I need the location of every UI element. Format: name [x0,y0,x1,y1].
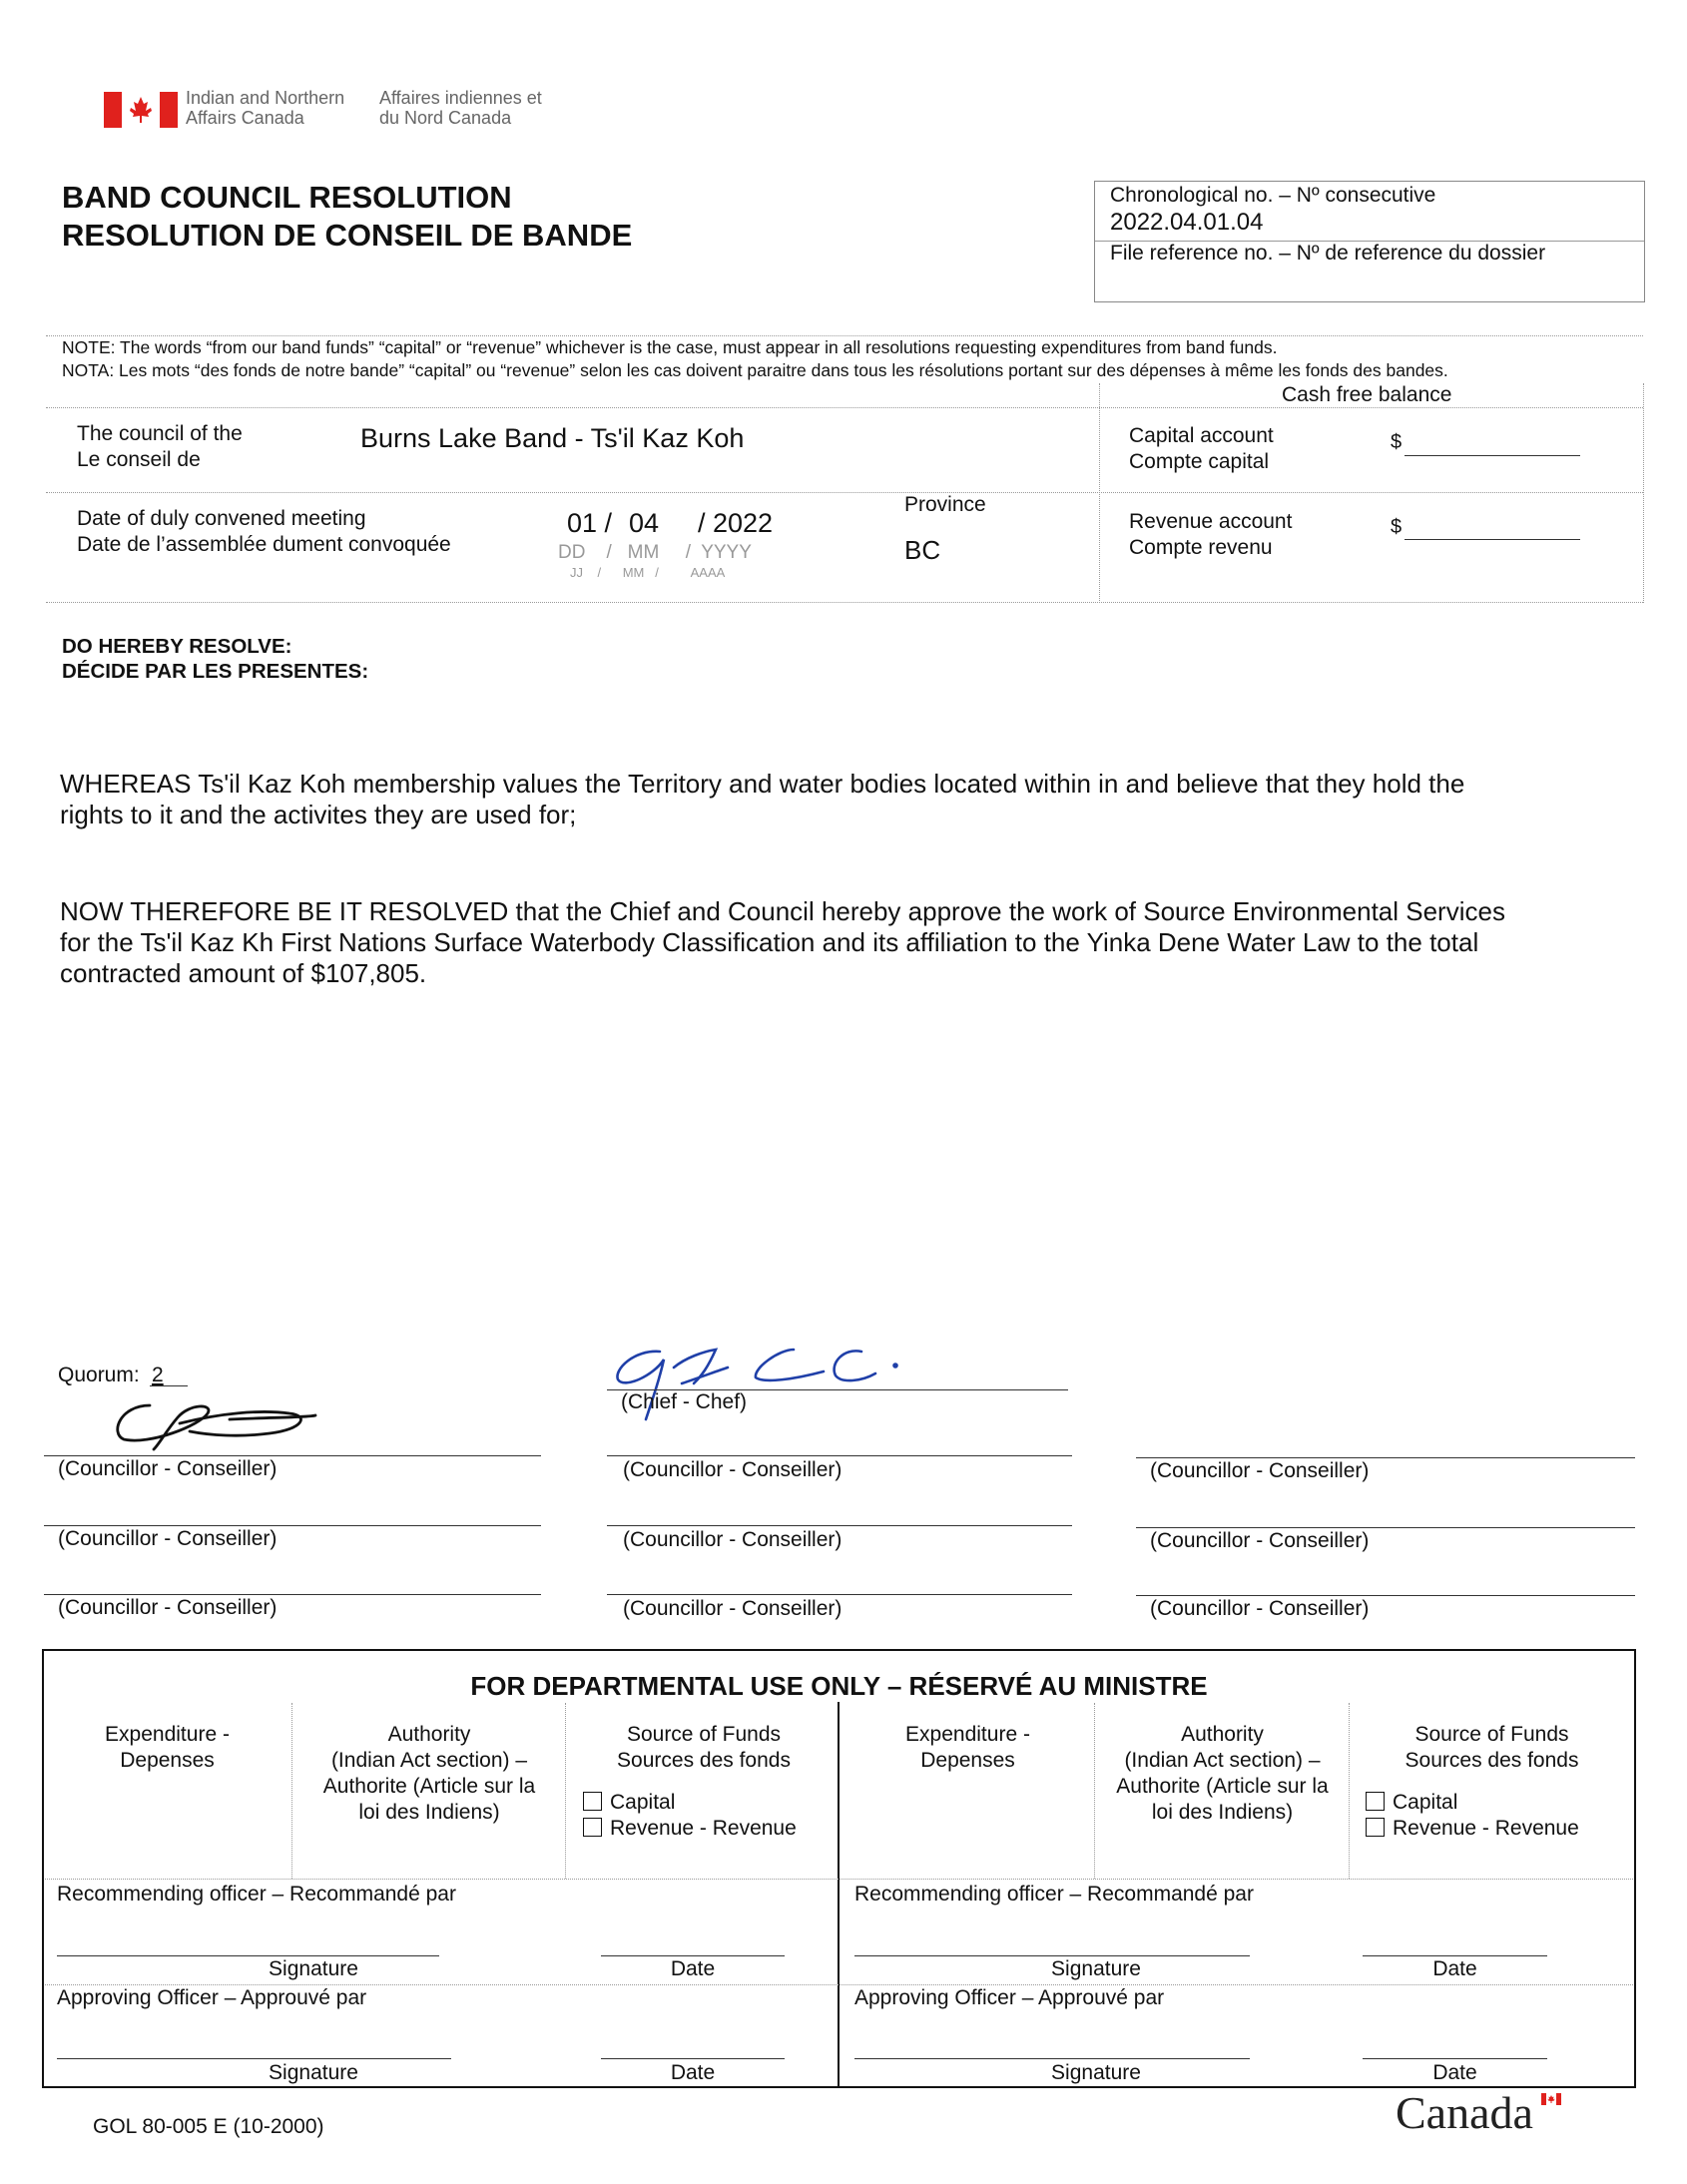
government-flag-logo [104,92,178,128]
resolve-heading-fr: DÉCIDE PAR LES PRESENTES: [62,660,369,683]
date-caption: Date [670,2061,716,2084]
resolve-heading-en: DO HEREBY RESOLVE: [62,635,292,658]
revenue-dollar-sign: $ [1391,516,1403,538]
authority-heading-1: Authority [387,1723,471,1746]
authority-heading-3: Authorite (Article sur la [322,1775,536,1798]
province-value: BC [904,535,941,565]
meeting-month: 04 [629,508,660,538]
authority-heading-4: loi des Indiens) [358,1801,500,1824]
capital-dollar-sign: $ [1391,431,1403,453]
authority-heading-2: (Indian Act section) – [1124,1749,1321,1772]
recommending-date-field[interactable] [601,1955,785,1956]
capital-checkbox[interactable] [583,1792,602,1811]
file-reference-label: File reference no. – Nº de reference du dossier [1110,242,1546,265]
revenue-checkbox-option[interactable] [583,1817,797,1841]
whereas-line-1: WHEREAS Ts'il Kaz Koh membership values the Territory and water bodies located within in and believe that they hold the [60,769,1465,799]
councillor-signature-label: (Councillor - Conseiller) [1150,1459,1370,1482]
councillor-signature-label: (Councillor - Conseiller) [623,1597,843,1620]
meeting-day: 01 / [567,508,613,538]
meeting-label-en: Date of duly convened meeting [77,507,366,530]
councillor-signature-label: (Councillor - Conseiller) [623,1458,843,1481]
dept-name-fr-2: du Nord Canada [379,108,512,128]
capital-account-label-en: Capital account [1129,424,1274,447]
quorum-label: Quorum: [58,1364,140,1386]
revenue-account-label-en: Revenue account [1129,510,1293,533]
form-title-en: BAND COUNCIL RESOLUTION [62,180,512,215]
cash-balance-heading: Cash free balance [1282,383,1452,406]
note-en: NOTE: The words “from our band funds” “capital” or “revenue” whichever is the case, must appear in all resolutions requesting expenditures from band funds. [62,337,1278,357]
approving-signature-field[interactable] [57,2058,451,2059]
capital-account-label-fr: Compte capital [1129,450,1270,473]
meeting-year: / 2022 [698,508,774,538]
expenditure-heading-fr: Depenses [120,1749,215,1772]
councillor-signature-label: (Councillor - Conseiller) [58,1596,278,1619]
council-label-fr: Le conseil de [77,448,201,471]
date-format-en: DD / MM / YYYY [558,542,752,563]
revenue-account-label-fr: Compte revenu [1129,536,1273,559]
revenue-amount-field[interactable] [1405,539,1580,540]
source-heading-fr: Sources des fonds [617,1749,791,1772]
councillor-signature-label: (Councillor - Conseiller) [1150,1529,1370,1552]
approving-date-field[interactable] [1363,2058,1547,2059]
approving-officer-label: Approving Officer – Approuvé par [57,1986,367,2009]
resolution-line-2: for the Ts'il Kaz Kh First Nations Surface Waterbody Classification and its affiliation to the Yinka Dene Water Law to the total [60,927,1479,957]
dept-name-en-1: Indian and Northern [186,88,345,108]
recommending-signature-field[interactable] [57,1955,439,1956]
revenue-checkbox-option[interactable] [1366,1817,1579,1841]
signature-caption: Signature [269,1957,358,1980]
quorum-value: 2 [152,1364,164,1386]
capital-checkbox-option[interactable] [583,1791,675,1815]
chronological-label: Chronological no. – Nº consecutive [1110,184,1436,207]
expenditure-heading-fr: Depenses [920,1749,1015,1772]
council-label-en: The council of the [77,422,243,445]
councillor-signature-label: (Councillor - Conseiller) [1150,1597,1370,1620]
expenditure-heading-en: Expenditure - [105,1723,230,1746]
recommending-date-field[interactable] [1363,1955,1547,1956]
authority-heading-2: (Indian Act section) – [330,1749,528,1772]
councillor-signature-label: (Councillor - Conseiller) [623,1528,843,1551]
recommending-officer-label: Recommending officer – Recommandé par [57,1883,456,1906]
resolution-line-3: contracted amount of $107,805. [60,958,427,988]
source-heading-fr: Sources des fonds [1405,1749,1579,1772]
whereas-line-2: rights to it and the activites they are used for; [60,800,577,829]
signature-caption: Signature [1051,2061,1141,2084]
capital-checkbox-label: Capital [610,1791,676,1814]
recommending-officer-label: Recommending officer – Recommandé par [854,1883,1254,1906]
dept-name-en-2: Affairs Canada [186,108,304,128]
revenue-checkbox-label: Revenue - Revenue [1393,1817,1579,1840]
expenditure-heading-en: Expenditure - [905,1723,1030,1746]
revenue-checkbox[interactable] [583,1818,602,1837]
chronological-number: 2022.04.01.04 [1110,209,1264,236]
revenue-checkbox-label: Revenue - Revenue [610,1817,797,1840]
capital-amount-field[interactable] [1405,455,1580,456]
form-number: GOL 80-005 E (10-2000) [93,2115,324,2138]
revenue-checkbox[interactable] [1366,1818,1385,1837]
authority-heading-4: loi des Indiens) [1151,1801,1294,1824]
approving-signature-field[interactable] [854,2058,1250,2059]
signature-caption: Signature [1051,1957,1141,1980]
councillor-signature-label: (Councillor - Conseiller) [58,1457,278,1480]
note-fr: NOTA: Les mots “des fonds de notre bande” “capital” ou “revenue” selon les cas doivent paraitre dans tous les résolutions portant sur des dépenses à même les fonds des bandes. [62,360,1448,380]
form-title-fr: RESOLUTION DE CONSEIL DE BANDE [62,218,633,253]
canada-wordmark: Canada [1396,2087,1533,2138]
recommending-signature-field[interactable] [854,1955,1250,1956]
departmental-title: FOR DEPARTMENTAL USE ONLY – RÉSERVÉ AU MINISTRE [470,1671,1208,1701]
authority-heading-3: Authorite (Article sur la [1116,1775,1329,1798]
approving-date-field[interactable] [601,2058,785,2059]
resolution-line-1: NOW THEREFORE BE IT RESOLVED that the Chief and Council hereby approve the work of Source Environmental Services [60,896,1505,926]
date-caption: Date [670,1957,716,1980]
council-name: Burns Lake Band - Ts'il Kaz Koh [360,423,745,453]
councillor-signature-mark [90,1383,329,1453]
councillor-signature-label: (Councillor - Conseiller) [58,1527,278,1550]
chief-signature-label: (Chief - Chef) [621,1390,748,1413]
source-heading-en: Source of Funds [1414,1723,1569,1746]
authority-heading-1: Authority [1181,1723,1264,1746]
capital-checkbox[interactable] [1366,1792,1385,1811]
capital-checkbox-label: Capital [1393,1791,1458,1814]
dept-name-fr-1: Affaires indiennes et [379,88,542,108]
wordmark-flag-icon [1541,2092,1561,2104]
date-format-fr: JJ / MM / AAAA [570,565,726,580]
approving-officer-label: Approving Officer – Approuvé par [854,1986,1165,2009]
source-heading-en: Source of Funds [626,1723,782,1746]
meeting-label-fr: Date de l’assemblée dument convoquée [77,533,451,556]
capital-checkbox-option[interactable] [1366,1791,1457,1815]
date-caption: Date [1432,2061,1477,2084]
province-label: Province [904,493,986,516]
signature-caption: Signature [269,2061,358,2084]
date-caption: Date [1432,1957,1477,1980]
